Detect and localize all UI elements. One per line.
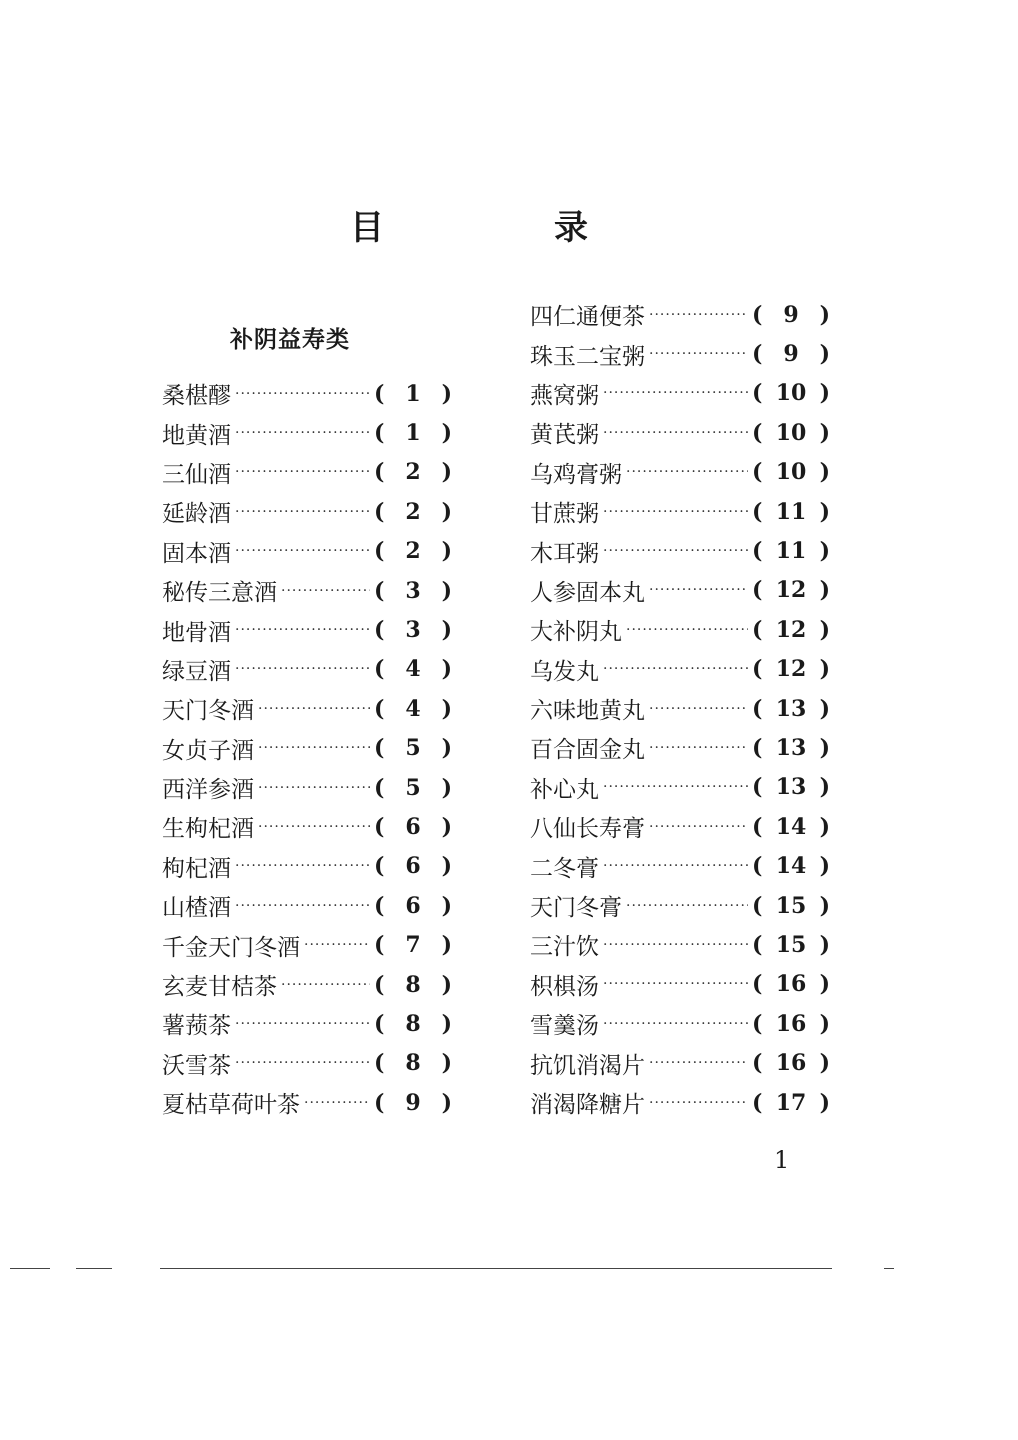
toc-page-number: 3 — [405, 617, 421, 644]
bottom-rule — [76, 1268, 112, 1269]
toc-paren-close: ) — [819, 419, 830, 446]
toc-entry[interactable] — [162, 610, 452, 649]
toc-paren-open: ( — [374, 380, 385, 407]
toc-dot-leader — [603, 935, 748, 955]
toc-paren-open: ( — [752, 774, 763, 801]
toc-entry-page — [752, 735, 830, 761]
toc-entry-page — [752, 617, 830, 643]
toc-entry-title: 六味地黄丸 — [530, 698, 645, 725]
toc-dot-leader — [258, 738, 370, 758]
toc-page-number: 16 — [775, 971, 807, 998]
toc-dot-leader — [603, 974, 748, 994]
toc-paren-close: ) — [441, 459, 452, 486]
toc-entry[interactable] — [530, 689, 830, 728]
toc-paren-close: ) — [819, 616, 830, 643]
toc-dot-leader — [258, 778, 370, 798]
toc-entry-title: 百合固金丸 — [530, 737, 645, 764]
toc-entry[interactable] — [162, 925, 452, 964]
toc-dot-leader — [649, 738, 748, 758]
toc-page-number: 5 — [405, 735, 421, 762]
toc-dot-leader — [258, 817, 370, 837]
toc-entry-page — [374, 656, 452, 682]
toc-entry-title: 人参固本丸 — [530, 579, 645, 606]
toc-entry-title: 乌鸡膏粥 — [530, 461, 622, 488]
toc-paren-close: ) — [441, 1010, 452, 1037]
toc-paren-open: ( — [374, 735, 385, 762]
toc-paren-open: ( — [374, 577, 385, 604]
toc-entry-title: 三仙酒 — [162, 461, 231, 488]
toc-paren-close: ) — [819, 892, 830, 919]
toc-page-number: 14 — [775, 813, 807, 840]
toc-paren-close: ) — [441, 735, 452, 762]
toc-dot-leader — [235, 1014, 370, 1034]
toc-entry-page — [752, 814, 830, 840]
toc-paren-open: ( — [374, 813, 385, 840]
toc-dot-leader — [235, 462, 370, 482]
toc-entry-title: 绿豆酒 — [162, 658, 231, 685]
toc-entry-page — [374, 578, 452, 604]
toc-dot-leader — [235, 384, 370, 404]
toc-paren-open: ( — [752, 380, 763, 407]
toc-page-number: 13 — [775, 774, 807, 801]
toc-dot-leader — [649, 1093, 748, 1113]
toc-entry[interactable] — [530, 965, 830, 1004]
toc-entry-page — [374, 696, 452, 722]
toc-page-number: 9 — [783, 341, 799, 368]
toc-page-number: 2 — [405, 538, 421, 565]
toc-page-number: 9 — [783, 301, 799, 328]
toc-entry-page — [374, 1050, 452, 1076]
toc-dot-leader — [649, 344, 748, 364]
toc-entry-title: 玄麦甘桔茶 — [162, 974, 277, 1001]
toc-paren-close: ) — [819, 341, 830, 368]
toc-entry[interactable] — [530, 610, 830, 649]
toc-entry[interactable] — [530, 334, 830, 373]
toc-entry[interactable] — [162, 492, 452, 531]
page-title: 目 录 — [350, 208, 656, 248]
toc-paren-open: ( — [752, 931, 763, 958]
toc-dot-leader — [626, 896, 748, 916]
toc-paren-open: ( — [374, 459, 385, 486]
toc-entry[interactable] — [162, 1004, 452, 1043]
toc-entry-title: 黄芪粥 — [530, 422, 599, 449]
toc-paren-open: ( — [752, 616, 763, 643]
toc-page-number: 4 — [405, 695, 421, 722]
toc-paren-close: ) — [819, 1010, 830, 1037]
toc-paren-close: ) — [819, 853, 830, 880]
toc-page-number: 13 — [775, 695, 807, 722]
toc-page-number: 2 — [405, 498, 421, 525]
toc-entry-page — [374, 932, 452, 958]
toc-page-number: 9 — [405, 1089, 421, 1116]
toc-page-number: 15 — [775, 892, 807, 919]
toc-paren-open: ( — [752, 1089, 763, 1116]
toc-paren-close: ) — [819, 459, 830, 486]
toc-paren-open: ( — [374, 420, 385, 447]
toc-entry-page — [374, 893, 452, 919]
toc-paren-open: ( — [752, 577, 763, 604]
toc-entry-page — [752, 459, 830, 485]
toc-page-number: 15 — [775, 931, 807, 958]
toc-entry-page — [752, 538, 830, 564]
toc-dot-leader — [649, 1053, 748, 1073]
toc-entry-page — [374, 1090, 452, 1116]
toc-dot-leader — [235, 659, 370, 679]
toc-entry[interactable] — [530, 492, 830, 531]
toc-paren-open: ( — [752, 498, 763, 525]
toc-dot-leader — [304, 935, 370, 955]
toc-entry[interactable] — [530, 1004, 830, 1043]
toc-entry[interactable] — [530, 453, 830, 492]
toc-dot-leader — [603, 777, 748, 797]
toc-entry-title: 天门冬膏 — [530, 895, 622, 922]
toc-entry-page — [374, 814, 452, 840]
toc-entry[interactable] — [530, 846, 830, 885]
toc-page-number: 11 — [775, 538, 807, 565]
toc-entry-title: 桑椹醪 — [162, 383, 231, 410]
toc-entry-page — [374, 538, 452, 564]
bottom-rule — [160, 1268, 832, 1269]
toc-entry[interactable] — [162, 650, 452, 689]
toc-paren-open: ( — [374, 656, 385, 683]
toc-entry[interactable] — [162, 965, 452, 1004]
toc-page-number: 6 — [405, 853, 421, 880]
toc-entry-page — [752, 1090, 830, 1116]
toc-entry-page — [374, 420, 452, 446]
toc-entry-title: 八仙长寿膏 — [530, 816, 645, 843]
toc-paren-close: ) — [819, 695, 830, 722]
toc-page-number: 6 — [405, 813, 421, 840]
toc-page-number: 6 — [405, 892, 421, 919]
toc-right-column — [530, 295, 830, 1122]
toc-entry-title: 延龄酒 — [162, 501, 231, 528]
toc-entry[interactable] — [530, 413, 830, 452]
toc-entry-title: 三汁饮 — [530, 934, 599, 961]
toc-paren-close: ) — [441, 813, 452, 840]
toc-paren-close: ) — [819, 813, 830, 840]
toc-paren-close: ) — [441, 617, 452, 644]
toc-entry[interactable] — [162, 453, 452, 492]
toc-paren-close: ) — [819, 971, 830, 998]
toc-entry-title: 千金天门冬酒 — [162, 934, 300, 961]
toc-paren-open: ( — [374, 695, 385, 722]
toc-page-number: 10 — [775, 419, 807, 446]
toc-entry-title: 地骨酒 — [162, 619, 231, 646]
toc-paren-close: ) — [441, 420, 452, 447]
toc-entry-title: 四仁通便茶 — [530, 304, 645, 331]
toc-paren-open: ( — [752, 853, 763, 880]
section-heading: 补阴益寿类 — [230, 326, 350, 353]
toc-entry-title: 抗饥消渴片 — [530, 1052, 645, 1079]
toc-entry-title: 生枸杞酒 — [162, 816, 254, 843]
toc-entry[interactable] — [162, 571, 452, 610]
toc-page-number: 1 — [405, 380, 421, 407]
toc-page-number: 8 — [405, 1010, 421, 1037]
toc-page-number: 1 — [405, 420, 421, 447]
toc-page-number: 16 — [775, 1050, 807, 1077]
toc-paren-open: ( — [374, 971, 385, 998]
toc-entry-page — [374, 735, 452, 761]
toc-dot-leader — [626, 620, 748, 640]
toc-paren-close: ) — [819, 498, 830, 525]
toc-paren-close: ) — [819, 931, 830, 958]
toc-entry-title: 固本酒 — [162, 540, 231, 567]
toc-paren-open: ( — [374, 1050, 385, 1077]
toc-paren-open: ( — [374, 892, 385, 919]
toc-entry-title: 天门冬酒 — [162, 698, 254, 725]
toc-entry[interactable] — [162, 768, 452, 807]
bottom-rule — [10, 1268, 50, 1269]
toc-paren-close: ) — [441, 695, 452, 722]
toc-entry-title: 补心丸 — [530, 776, 599, 803]
toc-entry[interactable] — [530, 295, 830, 334]
toc-paren-open: ( — [752, 656, 763, 683]
toc-paren-open: ( — [752, 813, 763, 840]
toc-entry-page — [374, 972, 452, 998]
toc-paren-open: ( — [374, 1010, 385, 1037]
toc-paren-close: ) — [441, 853, 452, 880]
toc-entry-page — [752, 656, 830, 682]
toc-paren-close: ) — [441, 656, 452, 683]
toc-entry[interactable] — [162, 689, 452, 728]
toc-entry-title: 二冬膏 — [530, 855, 599, 882]
toc-dot-leader — [235, 502, 370, 522]
toc-page-number: 11 — [775, 498, 807, 525]
toc-paren-open: ( — [374, 538, 385, 565]
toc-paren-open: ( — [374, 932, 385, 959]
toc-entry-page — [752, 577, 830, 603]
toc-paren-close: ) — [441, 774, 452, 801]
toc-entry-page — [374, 775, 452, 801]
toc-entry-title: 雪羹汤 — [530, 1013, 599, 1040]
toc-dot-leader — [603, 502, 748, 522]
toc-entry[interactable] — [162, 886, 452, 925]
toc-entry-page — [374, 853, 452, 879]
toc-dot-leader — [626, 462, 748, 482]
toc-dot-leader — [304, 1093, 370, 1113]
toc-paren-open: ( — [752, 538, 763, 565]
toc-entry-page — [752, 380, 830, 406]
toc-entry-page — [374, 459, 452, 485]
toc-entry[interactable] — [162, 413, 452, 452]
toc-entry-title: 枳椇汤 — [530, 973, 599, 1000]
toc-entry-title: 薯蓣茶 — [162, 1013, 231, 1040]
toc-entry-page — [752, 774, 830, 800]
toc-entry[interactable] — [162, 847, 452, 886]
toc-dot-leader — [603, 659, 748, 679]
toc-paren-open: ( — [752, 892, 763, 919]
toc-entry-page — [752, 420, 830, 446]
toc-page-number: 10 — [775, 459, 807, 486]
toc-paren-open: ( — [374, 774, 385, 801]
toc-page-number: 7 — [405, 932, 421, 959]
toc-page-number: 12 — [775, 656, 807, 683]
toc-paren-open: ( — [752, 419, 763, 446]
toc-paren-open: ( — [752, 341, 763, 368]
toc-entry-title: 沃雪茶 — [162, 1052, 231, 1079]
toc-dot-leader — [649, 817, 748, 837]
toc-entry[interactable] — [530, 886, 830, 925]
toc-entry[interactable] — [530, 571, 830, 610]
toc-paren-open: ( — [752, 1050, 763, 1077]
toc-paren-open: ( — [752, 1010, 763, 1037]
toc-dot-leader — [235, 541, 370, 561]
toc-page-number: 4 — [405, 656, 421, 683]
toc-paren-close: ) — [441, 1089, 452, 1116]
toc-entry-page — [752, 893, 830, 919]
toc-page-number: 13 — [775, 734, 807, 761]
toc-dot-leader — [235, 423, 370, 443]
toc-entry-title: 夏枯草荷叶茶 — [162, 1092, 300, 1119]
toc-paren-open: ( — [752, 734, 763, 761]
toc-entry[interactable] — [162, 532, 452, 571]
toc-entry[interactable] — [162, 1044, 452, 1083]
toc-paren-close: ) — [441, 971, 452, 998]
toc-page-number: 2 — [405, 459, 421, 486]
toc-entry[interactable] — [162, 729, 452, 768]
toc-paren-close: ) — [441, 932, 452, 959]
toc-paren-open: ( — [752, 459, 763, 486]
toc-entry-title: 木耳粥 — [530, 540, 599, 567]
toc-paren-close: ) — [819, 774, 830, 801]
toc-paren-close: ) — [441, 498, 452, 525]
toc-entry-page — [752, 341, 830, 367]
toc-entry-title: 西洋参酒 — [162, 777, 254, 804]
toc-paren-open: ( — [752, 695, 763, 722]
toc-entry-page — [752, 1050, 830, 1076]
toc-dot-leader — [235, 620, 370, 640]
toc-paren-close: ) — [441, 380, 452, 407]
toc-paren-open: ( — [374, 617, 385, 644]
toc-page-number: 12 — [775, 577, 807, 604]
toc-page-number: 3 — [405, 577, 421, 604]
toc-paren-close: ) — [441, 1050, 452, 1077]
toc-dot-leader — [235, 896, 370, 916]
toc-entry-title: 地黄酒 — [162, 422, 231, 449]
toc-entry-page — [752, 971, 830, 997]
toc-entry-page — [374, 617, 452, 643]
toc-entry[interactable] — [530, 531, 830, 570]
toc-dot-leader — [281, 581, 370, 601]
toc-entry[interactable] — [530, 650, 830, 689]
toc-entry[interactable] — [162, 1083, 452, 1122]
toc-page-number: 8 — [405, 1050, 421, 1077]
toc-entry[interactable] — [530, 374, 830, 413]
toc-entry[interactable] — [530, 925, 830, 964]
toc-dot-leader — [649, 580, 748, 600]
toc-paren-close: ) — [819, 301, 830, 328]
toc-entry-title: 大补阴丸 — [530, 619, 622, 646]
toc-dot-leader — [258, 699, 370, 719]
toc-entry[interactable] — [530, 1083, 830, 1122]
toc-entry-title: 燕窝粥 — [530, 382, 599, 409]
toc-paren-open: ( — [374, 853, 385, 880]
toc-dot-leader — [603, 423, 748, 443]
toc-paren-close: ) — [819, 656, 830, 683]
toc-entry-page — [752, 853, 830, 879]
toc-paren-open: ( — [752, 971, 763, 998]
toc-entry-page — [752, 1011, 830, 1037]
toc-entry-title: 秘传三意酒 — [162, 580, 277, 607]
toc-entry[interactable] — [530, 728, 830, 767]
toc-paren-open: ( — [752, 301, 763, 328]
toc-entry-page — [752, 302, 830, 328]
toc-entry-page — [752, 696, 830, 722]
toc-entry[interactable] — [162, 374, 452, 413]
toc-dot-leader — [603, 383, 748, 403]
toc-dot-leader — [649, 305, 748, 325]
toc-paren-open: ( — [374, 1089, 385, 1116]
toc-entry-page — [374, 1011, 452, 1037]
toc-paren-close: ) — [441, 538, 452, 565]
toc-page-number: 8 — [405, 971, 421, 998]
toc-entry-title: 女贞子酒 — [162, 737, 254, 764]
toc-page-number: 10 — [775, 380, 807, 407]
toc-entry-page — [374, 381, 452, 407]
toc-entry-title: 山楂酒 — [162, 895, 231, 922]
toc-paren-close: ) — [819, 1089, 830, 1116]
toc-left-column — [162, 374, 452, 1122]
toc-paren-open: ( — [374, 498, 385, 525]
toc-page-number: 12 — [775, 616, 807, 643]
toc-entry-page — [752, 499, 830, 525]
toc-dot-leader — [649, 699, 748, 719]
toc-entry-title: 枸杞酒 — [162, 855, 231, 882]
toc-entry-title: 消渴降糖片 — [530, 1092, 645, 1118]
toc-page-number: 5 — [405, 774, 421, 801]
toc-dot-leader — [603, 1014, 748, 1034]
toc-entry-title: 珠玉二宝粥 — [530, 343, 645, 370]
toc-dot-leader — [603, 541, 748, 561]
toc-paren-close: ) — [819, 538, 830, 565]
bottom-rule — [884, 1268, 894, 1269]
toc-paren-close: ) — [441, 577, 452, 604]
toc-entry-page — [374, 499, 452, 525]
toc-dot-leader — [603, 856, 748, 876]
toc-paren-close: ) — [441, 892, 452, 919]
toc-entry-page — [752, 932, 830, 958]
toc-dot-leader — [235, 856, 370, 876]
toc-page-number: 17 — [775, 1089, 807, 1116]
toc-paren-close: ) — [819, 577, 830, 604]
page-number: 1 — [774, 1146, 790, 1174]
toc-dot-leader — [281, 975, 370, 995]
toc-paren-close: ) — [819, 734, 830, 761]
toc-entry[interactable] — [162, 807, 452, 846]
toc-page-number: 16 — [775, 1010, 807, 1037]
toc-entry-title: 乌发丸 — [530, 658, 599, 685]
toc-page-number: 14 — [775, 853, 807, 880]
toc-entry[interactable] — [530, 768, 830, 807]
toc-paren-close: ) — [819, 380, 830, 407]
toc-dot-leader — [235, 1053, 370, 1073]
toc-entry-title: 甘蔗粥 — [530, 501, 599, 528]
toc-paren-close: ) — [819, 1050, 830, 1077]
toc-entry[interactable] — [530, 1043, 830, 1082]
toc-entry[interactable] — [530, 807, 830, 846]
